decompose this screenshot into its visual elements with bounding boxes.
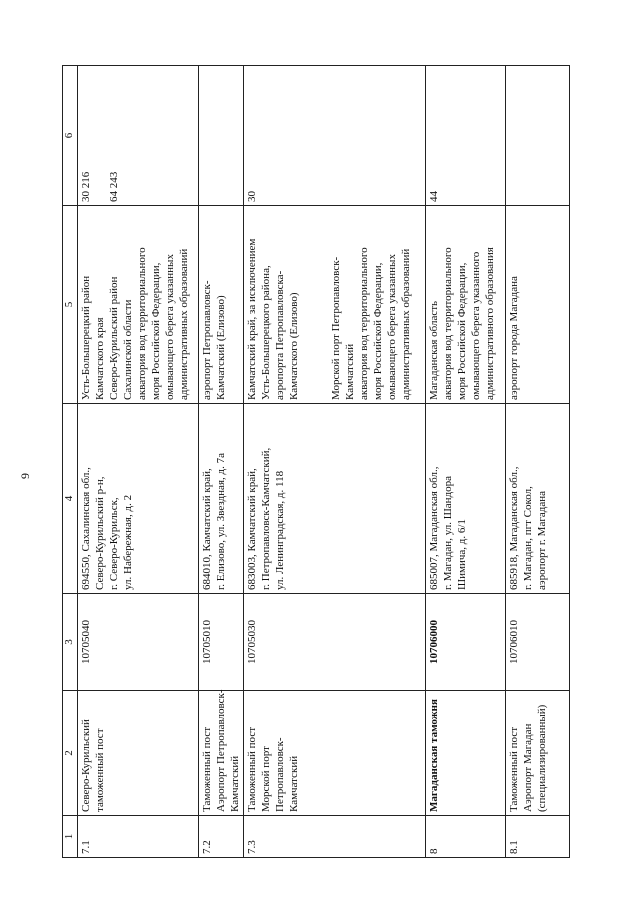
- post-address: [426, 404, 506, 594]
- jurisdiction-region: [426, 206, 506, 404]
- row-number: 7.1: [78, 816, 199, 858]
- post-address: [506, 404, 570, 594]
- address-line: г. Елизово, ул. Звездная, д. 7а: [215, 453, 227, 590]
- column-header-3: 3: [63, 594, 78, 691]
- row-number: 7.2: [199, 816, 244, 858]
- area-value: 44: [426, 66, 506, 206]
- post-name-line: таможенный пост: [94, 728, 106, 812]
- address-line: ул. Набережная, д. 2: [122, 494, 134, 590]
- row-number: 7.3: [244, 816, 426, 858]
- post-address: [199, 404, 244, 594]
- post-name: [244, 691, 426, 816]
- region-line: моря Российской Федерации,: [150, 262, 162, 400]
- post-name: [78, 691, 199, 816]
- post-code: 10706000: [426, 594, 506, 691]
- area-value: [506, 66, 570, 206]
- region-line: административного образования: [484, 247, 496, 400]
- area-value-line: 30 216: [80, 171, 92, 202]
- post-code: 10705030: [244, 594, 426, 691]
- region-line: Камчатский: [344, 343, 356, 400]
- post-name-line: Таможенный пост: [201, 726, 213, 812]
- table-row: [506, 66, 570, 858]
- area-value-line: 64 243: [108, 171, 120, 202]
- table-row: [244, 66, 426, 858]
- column-header-6: 6: [63, 66, 78, 206]
- column-header-5: 5: [63, 206, 78, 404]
- region-line: Морской порт Петропавловск-: [330, 256, 342, 400]
- region-line: аэропорт города Магадана: [508, 276, 520, 400]
- address-line: 694550, Сахалинская обл.,: [80, 467, 92, 590]
- address-line: 685007, Магаданская обл.,: [428, 466, 440, 590]
- region-line: акватория вод территориального: [442, 247, 454, 400]
- post-name-line: Камчатский: [229, 755, 241, 812]
- region-line: Камчатского края: [94, 317, 106, 400]
- region-line: аэропорт Петропавловск-: [201, 280, 213, 400]
- address-line: Северо-Курильский р-н,: [94, 476, 106, 590]
- post-name-line: Магаданская таможня: [428, 699, 440, 812]
- address-line: ул. Ленинградская, д. 118: [274, 470, 286, 590]
- region-line: омывающего берега указанных: [386, 254, 398, 400]
- post-code: 10706010: [506, 594, 570, 691]
- address-line: Шимича, д. 6/1: [456, 519, 468, 590]
- post-name-line: Петропавловск-: [274, 737, 286, 812]
- area-value: 30: [244, 66, 426, 206]
- post-name-line: Северо-Курильский: [80, 719, 92, 812]
- region-line: моря Российской Федерации,: [456, 262, 468, 400]
- column-header-4: 4: [63, 404, 78, 594]
- region-line: Сахалинской области: [122, 299, 134, 400]
- region-line: акватория вод территориального: [136, 247, 148, 400]
- region-line: Магаданская область: [428, 300, 440, 400]
- address-line: 684010, Камчатский край,: [201, 468, 213, 590]
- address-line: г. Петропавловск-Камчатский,: [260, 447, 272, 590]
- post-address: [78, 404, 199, 594]
- region-line: акватория вод территориального: [358, 247, 370, 400]
- post-name-line: Таможенный пост: [246, 726, 258, 812]
- post-name-line: Камчатский: [288, 755, 300, 812]
- table-row: [199, 66, 244, 858]
- rotated-page: [62, 66, 594, 858]
- region-line: административных образований: [400, 248, 412, 400]
- jurisdiction-region: [199, 206, 244, 404]
- post-name-line: Морской порт: [260, 746, 272, 812]
- jurisdiction-region: [78, 206, 199, 404]
- table-row: [426, 66, 506, 858]
- column-header-1: 1: [63, 816, 78, 858]
- page-number: 9: [18, 473, 32, 479]
- address-line: аэропорт г. Магадана: [536, 491, 548, 590]
- post-name: [426, 691, 506, 816]
- address-line: 683003, Камчатский край,: [246, 468, 258, 590]
- post-name-line: (специализированный): [536, 704, 548, 812]
- area-value: [199, 66, 244, 206]
- post-name-line: Аэропорт Магадан: [522, 723, 534, 812]
- column-header-2: 2: [63, 691, 78, 816]
- customs-posts-table: [62, 65, 570, 858]
- region-line: Усть-Большерецкий район: [80, 275, 92, 400]
- post-name-line: Аэропорт Петропавловск-: [215, 689, 227, 812]
- area-value: [78, 66, 199, 206]
- region-line: моря Российской Федерации,: [372, 262, 384, 400]
- post-name: [506, 691, 570, 816]
- post-code: 10705040: [78, 594, 199, 691]
- address-line: г. Магадан, ул. Шандора: [442, 475, 454, 590]
- address-line: г. Магадан, пгт Сокол,: [522, 486, 534, 590]
- region-line: омывающего берега указанного: [470, 251, 482, 400]
- region-line: омывающего берега указанных: [164, 254, 176, 400]
- row-number: 8: [426, 816, 506, 858]
- post-code: 10705010: [199, 594, 244, 691]
- jurisdiction-region: [244, 206, 426, 404]
- post-name-line: Таможенный пост: [508, 726, 520, 812]
- region-line: Камчатского (Елизово): [288, 292, 300, 400]
- post-address: [244, 404, 426, 594]
- address-line: 685918, Магаданская обл.,: [508, 466, 520, 590]
- header-row: [63, 66, 78, 858]
- region-line: административных образований: [178, 248, 190, 400]
- region-line: Камчатский край, за исключением: [246, 238, 258, 400]
- row-number: 8.1: [506, 816, 570, 858]
- address-line: г. Северо-Курильск,: [108, 497, 120, 590]
- jurisdiction-region: [506, 206, 570, 404]
- region-line: Камчатский (Елизово): [215, 295, 227, 400]
- region-line: Северо-Курильский район: [108, 276, 120, 400]
- post-name: [199, 691, 244, 816]
- region-line: аэропорта Петропавловска-: [274, 270, 286, 400]
- table-row: [78, 66, 199, 858]
- region-line: Усть-Большерецкого района,: [260, 265, 272, 400]
